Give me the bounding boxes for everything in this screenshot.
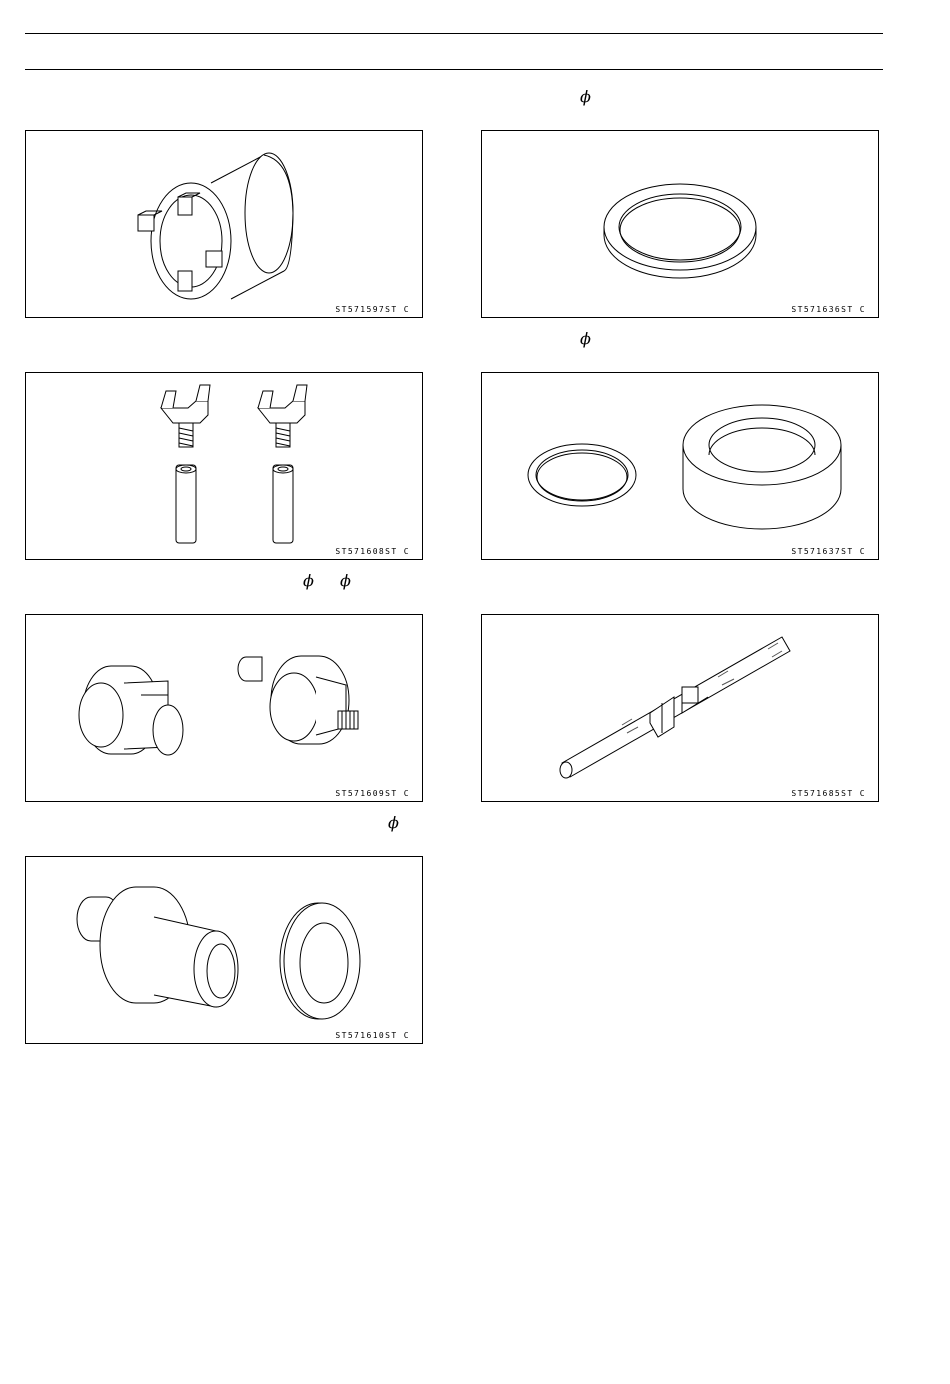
figure-code: ST571636ST C [791, 305, 866, 314]
figure-ring-collar [481, 372, 879, 560]
phi-symbol: ϕ [388, 813, 399, 832]
clutch-nut-socket-icon [26, 131, 423, 318]
ring-and-collar-icon [482, 373, 879, 560]
figure-bar-holder [481, 614, 879, 802]
figure-driver-ring [25, 856, 423, 1044]
piston-pin-puller-adapters-icon [26, 373, 423, 560]
phi-symbol: ϕ [340, 571, 351, 590]
figure-code: ST571597ST C [335, 305, 410, 314]
header-rule [25, 69, 883, 70]
bar-holder-icon [482, 615, 879, 802]
figure-clutch-socket [25, 130, 423, 318]
figure-flat-ring [481, 130, 879, 318]
figure-code: ST571610ST C [335, 1031, 410, 1040]
figure-adapters [25, 372, 423, 560]
bearing-driver-and-ring-icon [26, 857, 423, 1044]
figure-code: ST571637ST C [791, 547, 866, 556]
phi-symbol: ϕ [580, 87, 591, 106]
figure-bearing-drivers [25, 614, 423, 802]
figure-code: ST571608ST C [335, 547, 410, 556]
phi-symbol: ϕ [303, 571, 314, 590]
top-rule [25, 33, 883, 34]
phi-symbol: ϕ [580, 329, 591, 348]
bearing-driver-pair-icon [26, 615, 423, 802]
figure-code: ST571609ST C [335, 789, 410, 798]
flat-ring-icon [482, 131, 879, 318]
figure-code: ST571685ST C [791, 789, 866, 798]
